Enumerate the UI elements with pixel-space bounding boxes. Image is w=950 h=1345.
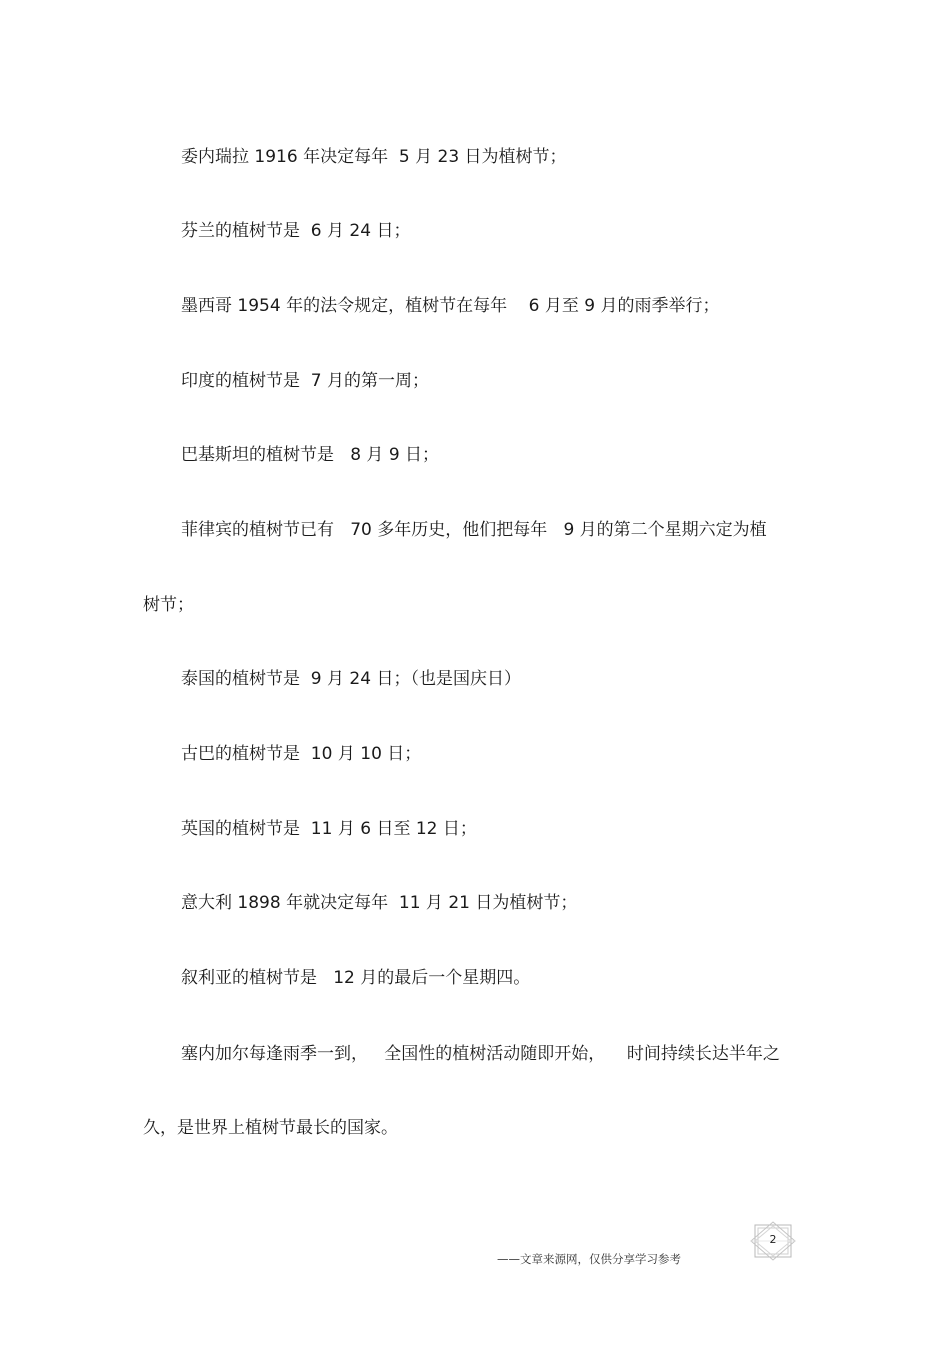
paragraph-pakistan: 巴基斯坦的植树节是 8 月 9 日；	[181, 445, 440, 465]
paragraph-cuba: 古巴的植树节是 10 月 10 日；	[181, 744, 422, 764]
paragraph-uk: 英国的植树节是 11 月 6 日至 12 日；	[181, 819, 477, 839]
footer-source-text: ——文章来源网，仅供分享学习参考	[497, 1252, 681, 1266]
page-number: 2	[769, 1233, 777, 1246]
paragraph-senegal-cont: 久，是世界上植树节最长的国家。	[143, 1118, 398, 1138]
paragraph-italy: 意大利 1898 年就决定每年 11 月 21 日为植树节；	[181, 893, 578, 913]
paragraph-senegal: 塞内加尔每逢雨季一到， 全国性的植树活动随即开始， 时间持续长达半年之	[181, 1044, 780, 1064]
paragraph-india: 印度的植树节是 7 月的第一周；	[181, 371, 430, 391]
paragraph-thailand: 泰国的植树节是 9 月 24 日；（也是国庆日）	[181, 669, 521, 689]
paragraph-finland: 芬兰的植树节是 6 月 24 日；	[181, 221, 411, 241]
paragraph-syria: 叙利亚的植树节是 12 月的最后一个星期四。	[181, 968, 531, 988]
paragraph-venezuela: 委内瑞拉 1916 年决定每年 5 月 23 日为植树节；	[181, 147, 567, 167]
paragraph-philippines: 菲律宾的植树节已有 70 多年历史，他们把每年 9 月的第二个星期六定为植	[181, 520, 767, 540]
paragraph-mexico: 墨西哥 1954 年的法令规定，植树节在每年 6 月至 9 月的雨季举行；	[181, 296, 720, 316]
paragraph-philippines-cont: 树节；	[143, 595, 194, 615]
page-number-badge	[749, 1221, 797, 1261]
